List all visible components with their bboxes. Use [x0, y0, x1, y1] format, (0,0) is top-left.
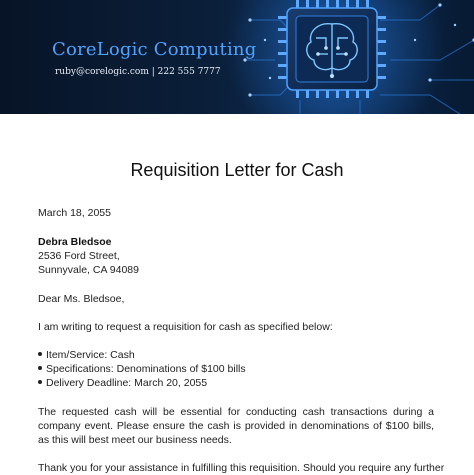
document-title: Requisition Letter for Cash	[130, 160, 344, 180]
body-paragraph: The requested cash will be essential for conducting cash transactions during a company event. Please ensure the cash is provided in denominations of $100 bills, as this will best meet our business needs.	[38, 406, 434, 446]
recipient-city: Sunnyvale, CA 94089	[38, 264, 139, 276]
list-item: Specifications: Denominations of $100 bills	[38, 362, 246, 376]
salutation: Dear Ms. Bledsoe,	[38, 293, 125, 305]
recipient-street: 2536 Ford Street,	[38, 250, 120, 262]
company-contact: ruby@corelogic.com | 222 555 7777	[55, 67, 221, 77]
bullet-icon	[38, 352, 42, 356]
closing-paragraph: Thank you for your assistance in fulfilling this requisition. Should you require any further	[38, 462, 445, 474]
bullet-icon	[38, 366, 42, 370]
list-item: Item/Service: Cash	[38, 348, 135, 362]
intro-paragraph: I am writing to request a requisition for cash as specified below:	[38, 321, 333, 333]
header-banner	[0, 0, 474, 114]
list-item: Delivery Deadline: March 20, 2055	[38, 376, 207, 390]
bullet-icon	[38, 380, 42, 384]
letter-date: March 18, 2055	[38, 207, 111, 219]
company-name: CoreLogic Computing	[52, 39, 257, 60]
recipient-name: Debra Bledsoe	[38, 236, 112, 248]
